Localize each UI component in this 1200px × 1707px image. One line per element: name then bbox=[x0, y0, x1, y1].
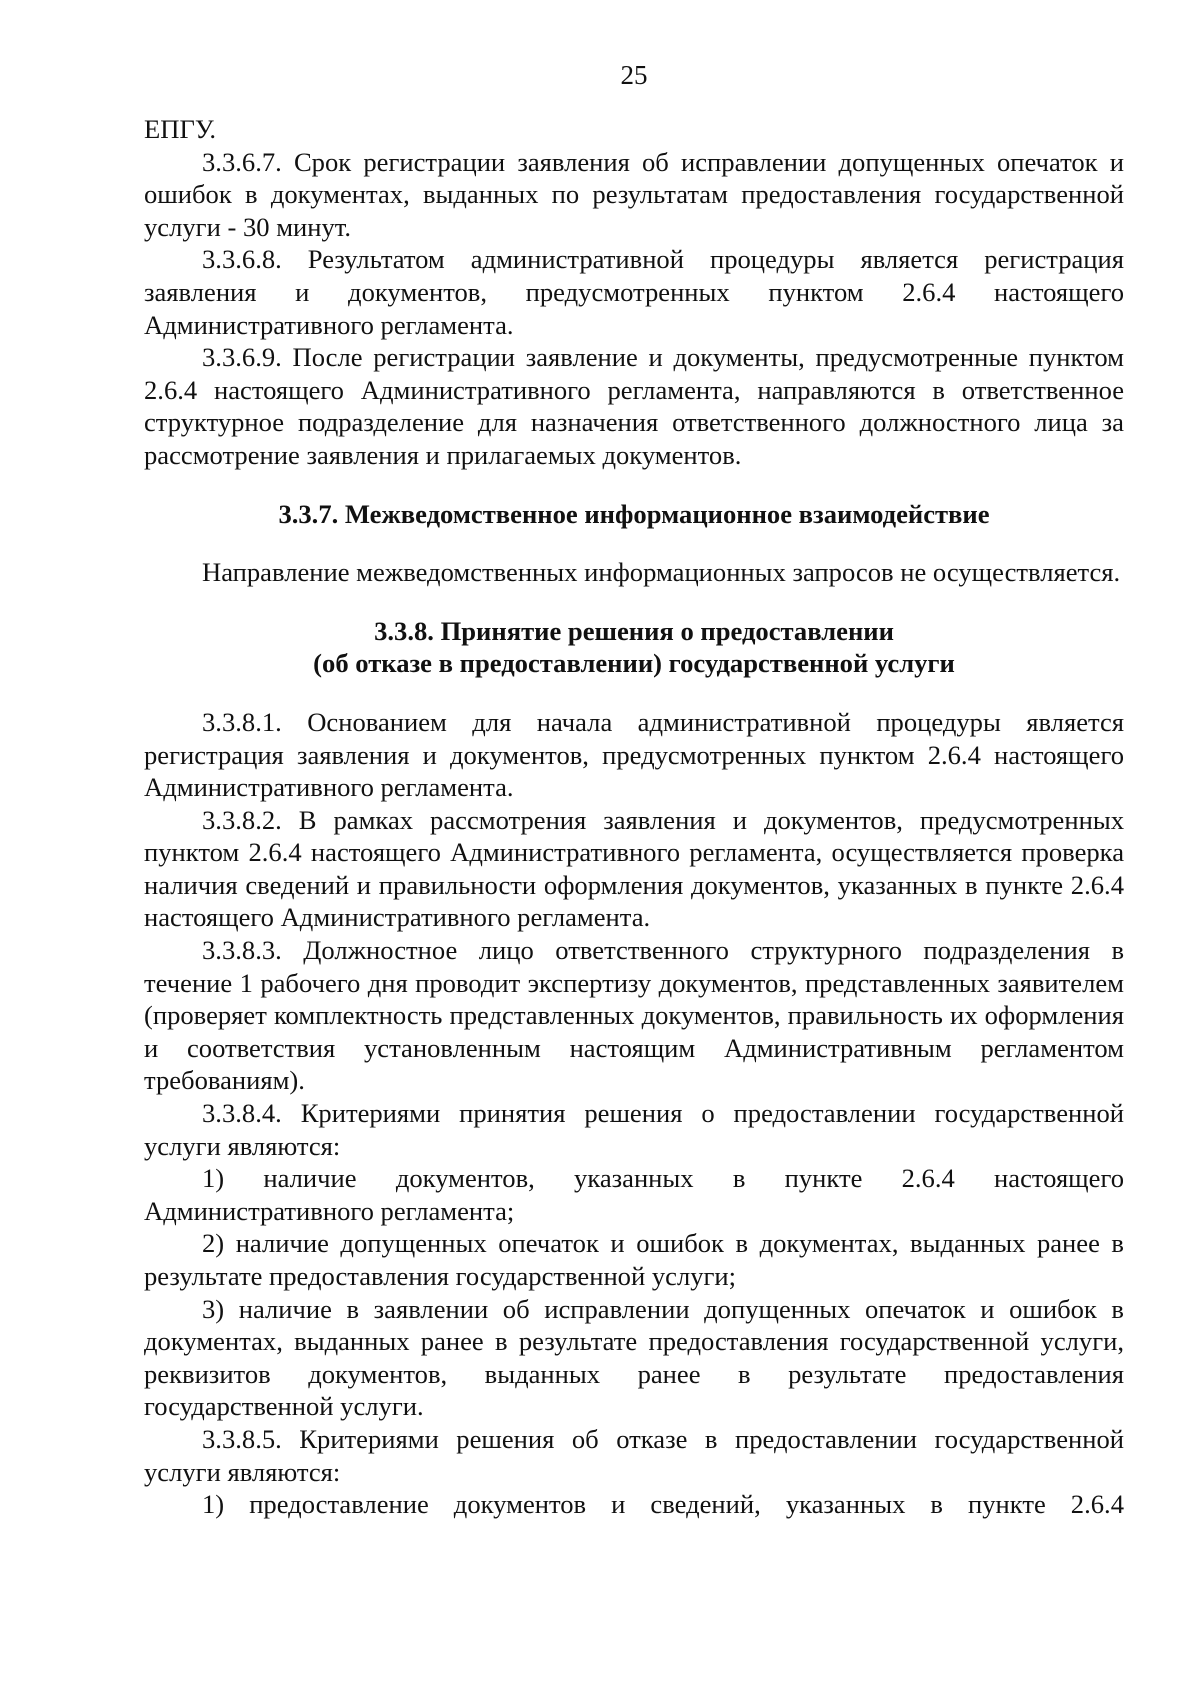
paragraph-3-3-8-4: 3.3.8.4. Критериями принятия решения о предоставлении государственной услуги являются: bbox=[144, 1098, 1124, 1161]
list-item-grant-1: 1) наличие документов, указанных в пункте 2.6.4 настоящего Административного регламента; bbox=[144, 1163, 1124, 1226]
paragraph-3-3-6-9: 3.3.6.9. После регистрации заявление и документы, предусмотренные пунктом 2.6.4 настоящего Административного регламента, направляются в ответственное структурное подразделение для назначения ответственного должностного лица за рассмотрение заявления и прилагаемых документов. bbox=[144, 342, 1124, 470]
document-page bbox=[144, 0, 1124, 1707]
heading-line: 3.3.7. Межведомственное информационное взаимодействие bbox=[278, 498, 990, 529]
list-item-grant-2: 2) наличие допущенных опечаток и ошибок в документах, выданных ранее в результате предоставления государственной услуги; bbox=[144, 1228, 1124, 1291]
page-number: 25 bbox=[620, 60, 648, 90]
paragraph-3-3-8-1: 3.3.8.1. Основанием для начала административной процедуры является регистрация заявления и документов, предусмотренных пунктом 2.6.4 настоящего Административного регламента. bbox=[144, 706, 1124, 803]
section-heading-3-3-7 bbox=[144, 498, 1124, 531]
paragraph-3-3-8-2: 3.3.8.2. В рамках рассмотрения заявления и документов, предусмотренных пунктом 2.6.4 настоящего Административного регламента, осуществляется проверка наличия сведений и правильности оформления документов, указанных в пункте 2.6.4 настоящего Административного регламента. bbox=[144, 804, 1124, 933]
list-item-grant-3: 3) наличие в заявлении об исправлении допущенных опечаток и ошибок в документах, выданных ранее в результате предоставления государственной услуги, реквизитов документов, выданных ранее в результате предоставления государственной услуги. bbox=[144, 1293, 1124, 1422]
paragraph-3-3-6-7: 3.3.6.7. Срок регистрации заявления об исправлении допущенных опечаток и ошибок в документах, выданных по результатам предоставления государственной услуги - 30 минут. bbox=[144, 146, 1124, 242]
paragraph-3-3-8-3: 3.3.8.3. Должностное лицо ответственного структурного подразделения в течение 1 рабочего дня проводит экспертизу документов, представленных заявителем (проверяет комплектность представленных документов, правильность их оформления и соответствия установленным настоящим Административным регламентом требованиям). bbox=[144, 935, 1124, 1096]
list-item-refusal-1: 1) предоставление документов и сведений, указанных в пункте 2.6.4 bbox=[202, 1489, 1124, 1520]
document-body bbox=[144, 113, 1124, 1521]
heading-line: (об отказе в предоставлении) государственной услуги bbox=[313, 648, 955, 679]
paragraph-interagency-requests: Направление межведомственных информационных запросов не осуществляется. bbox=[202, 557, 1121, 588]
heading-line: 3.3.8. Принятие решения о предоставлении bbox=[374, 615, 894, 646]
paragraph-3-3-8-5: 3.3.8.5. Критериями решения об отказе в предоставлении государственной услуги являются: bbox=[144, 1423, 1124, 1487]
paragraph-epgu: ЕПГУ. bbox=[144, 114, 216, 144]
paragraph-3-3-6-8: 3.3.6.8. Результатом административной процедуры является регистрация заявления и документов, предусмотренных пунктом 2.6.4 настоящего Административного регламента. bbox=[144, 244, 1124, 340]
section-heading-3-3-8 bbox=[144, 615, 1124, 680]
